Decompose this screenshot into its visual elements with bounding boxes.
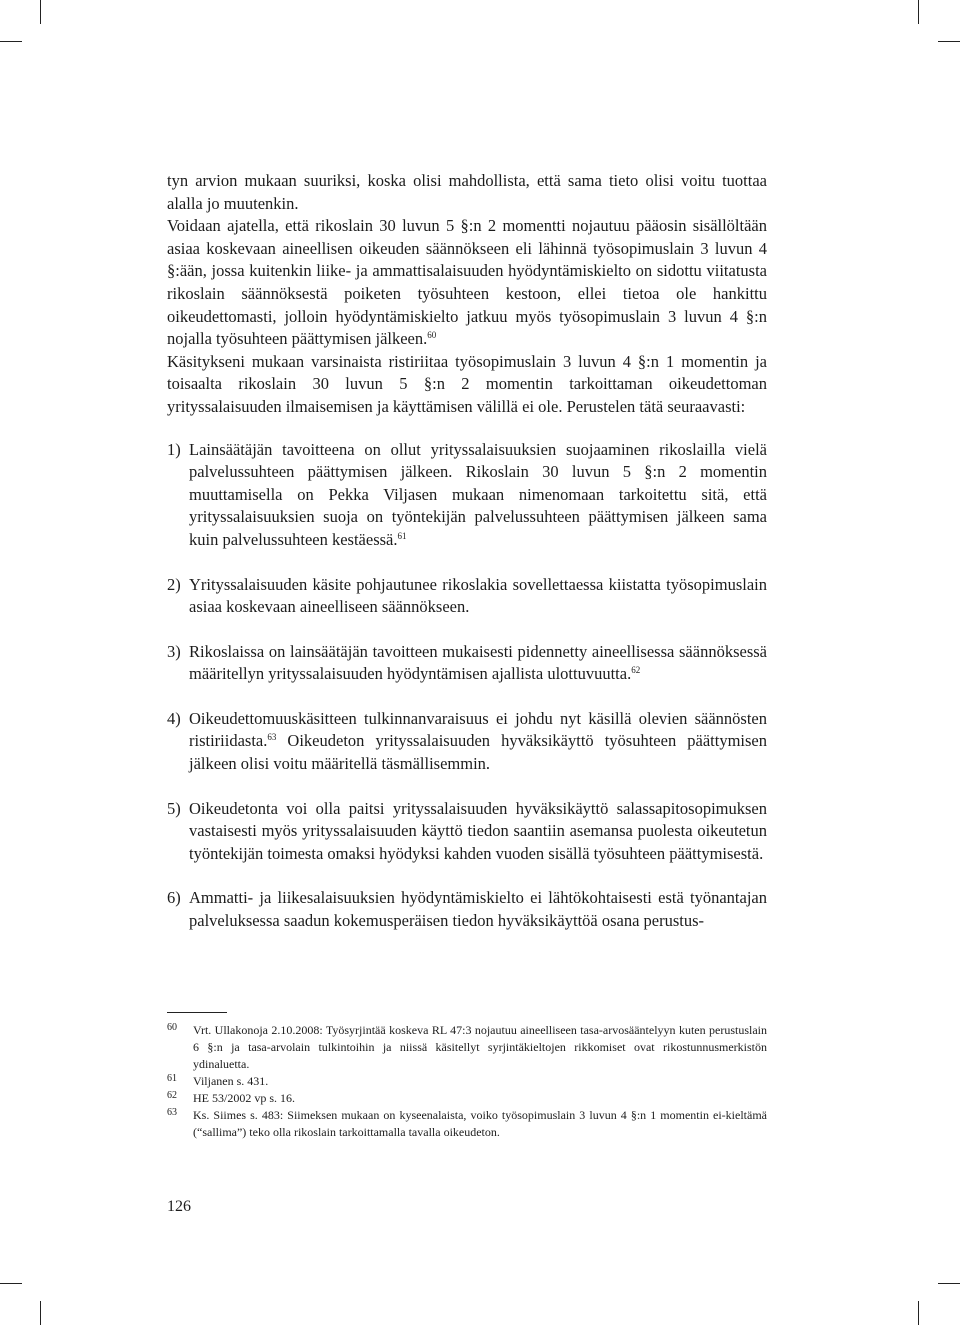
- paragraph: Käsitykseni mukaan varsinaista ristiriitaa työsopimuslain 3 luvun 4 §:n 1 momentin ja toisaalta rikoslain 30 luvun 5 §:n 2 momentin tarkoittaman oikeudettoman yrityssalaisuuden ilmaisemisen ja käyttämisen välillä ei ole. Perustelen tätä seuraavasti:: [167, 351, 767, 416]
- paragraph: Voidaan ajatella, että rikoslain 30 luvun 5 §:n 2 momentti nojautuu pääosin sisällöltään asiaa koskevaan aineellisen oikeuden säännökseen eli lähinnä työsopimuslain 3 luvun 4 §:ään, jossa kuitenkin liike- ja ammattisalaisuuden hyödyntämiskielto on sidottu viitatusta rikoslain säännöksestä poiketen työsuhteen kestoon, ellei tietoa ole hankittu oikeudettomasti, jolloin hyödyntämiskielto jatkuu myös työsopimuslain 3 luvun 4 §:n nojalla työsuhteen päättymisen jälkeen.$^{60}$: [167, 216, 767, 349]
- footnote-divider: [167, 1012, 227, 1013]
- list-item: 6) Ammatti- ja liikesalaisuuksien hyödyntämiskielto ei lähtökohtaisesti estä työnantajan palveluksessa saadun kokemusperäisen tiedon hyväksikäyttöä osana perustus-: [167, 888, 767, 931]
- paragraph: tyn arvion mukaan suuriksi, koska olisi mahdollista, että sama tieto olisi voitu tuottaa alalla jo muutenkin.: [167, 171, 767, 213]
- list-item: 3) Rikoslaissa on lainsäätäjän tavoitteen mukaisesti pidennetty aineellisessa säännöksessä määritellyn yrityssalaisuuden hyödyntämisen ajallista ulottuvuutta.$^{62}$: [167, 641, 767, 684]
- page-body: [167, 170, 767, 955]
- footnote-ref[interactable]: 62: [631, 665, 641, 676]
- footnote-ref[interactable]: 60: [427, 330, 437, 341]
- page-number: 126: [167, 1198, 191, 1215]
- footnote-ref[interactable]: 63: [267, 732, 277, 743]
- list-item: 2) Yrityssalaisuuden käsite pohjautunee rikoslakia sovellettaessa kiistatta työsopimuslain asiaa koskevaan aineelliseen säännökseen.: [167, 574, 767, 617]
- footnote: 60 Vrt. Ullakonoja 2.10.2008: Työsyrjintää koskeva RL 47:3 nojautuu aineelliseen tasa-arvosääntelyyn kuten perustuslain 6 §:n ja tasa-arvolain tulkintoihin ja niissä käsitellyt syrjintäkieltojen rikkomiset ovat rikostunnusmerkistön ydinaluetta.: [167, 1022, 767, 1071]
- footnotes: [167, 1022, 767, 1141]
- footnote-ref[interactable]: 61: [397, 530, 407, 541]
- list-item: 5) Oikeudetonta voi olla paitsi yrityssalaisuuden hyväksikäyttö salassapitosopimuksen vastaisesti myös yrityssalaisuuden käyttö tiedon saantiin asemansa puolesta oikeutetun työntekijän toimesta omaksi hyödyksi kahden vuoden sisällä työsuhteen päättymisestä.: [167, 798, 767, 863]
- footnote: 62 HE 53/2002 vp s. 16.: [167, 1090, 295, 1105]
- list-item: 1) Lainsäätäjän tavoitteena on ollut yrityssalaisuuksien suojaaminen rikoslailla vielä palvelussuhteen päättymisen jälkeen. Rikoslain 30 luvun 5 §:n 2 momentin muuttamisella on Pekka Viljasen mukaan nimenomaan tarkoitettu sitä, että yrityssalaisuuksien suoja on työntekijän palvelussuhteen päättymisen jälkeen sama kuin palvelussuhteen kestäessä.$^{61}$: [167, 439, 767, 549]
- list-item: 4) Oikeudettomuuskäsitteen tulkinnanvaraisuus ei johdu nyt käsillä olevien säännösten ristiriidasta.$^{63}$ Oikeudeton yrityssalaisuuden hyväksikäyttö työsuhteen päättymisen jälkeen olisi voitu määritellä täsmällisemmin.: [167, 708, 767, 774]
- numbered-list: [167, 439, 767, 933]
- footnote: 63 Ks. Siimes s. 483: Siimeksen mukaan on kyseenalaista, voiko työsopimuslain 3 luvun 4 §:n 1 momentin ei-kieltämä (“sallima”) teko olla rikoslain tarkoittamalla tavalla oikeudeton.: [167, 1107, 767, 1139]
- footnote: 61 Viljanen s. 431.: [167, 1073, 269, 1088]
